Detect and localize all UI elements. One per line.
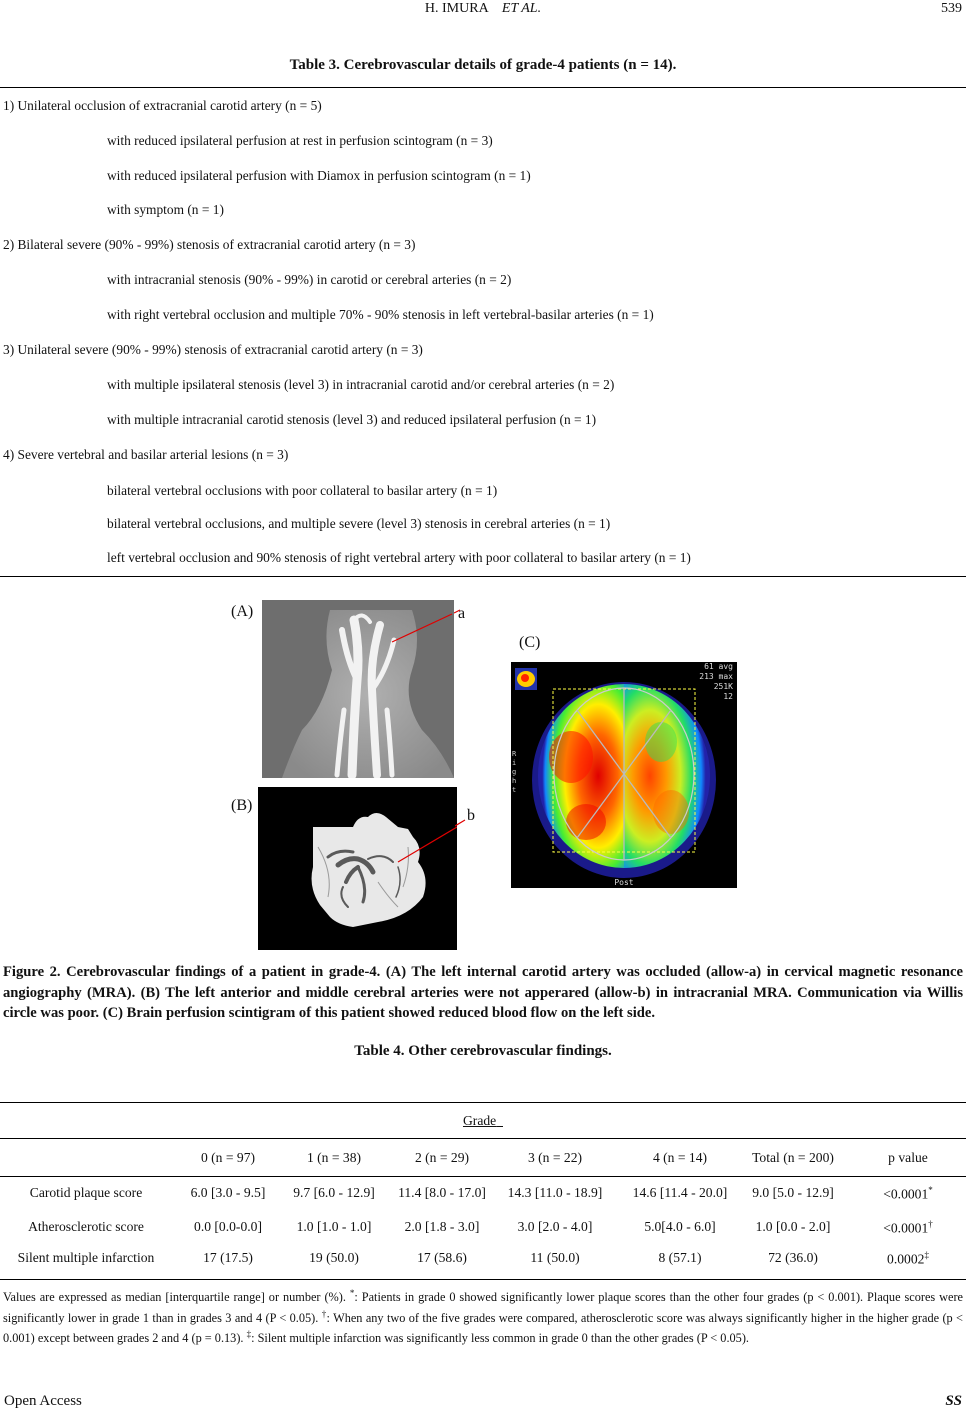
panel-b-label: (B): [231, 797, 253, 814]
table3-category: 3) Unilateral severe (90% - 99%) stenosis of extracranial carotid artery (n = 3): [3, 342, 423, 357]
footer-open-access: Open Access: [4, 1393, 82, 1409]
table3-category: 2) Bilateral severe (90% - 99%) stenosis of extracranial carotid artery (n = 3): [3, 237, 416, 252]
table4-top-rule: [0, 1102, 966, 1103]
readout-max: 213 max: [699, 672, 733, 681]
row-label: Silent multiple infarction: [17, 1250, 155, 1265]
table4-column-rule: [0, 1176, 966, 1177]
column-header: p value: [888, 1150, 928, 1165]
table3-top-rule: [0, 87, 966, 88]
table3-subitem: bilateral vertebral occlusions with poor collateral to basilar artery (n = 1): [107, 483, 498, 498]
table4-footnote: [3, 1285, 963, 1347]
running-head: [0, 1, 966, 17]
figure-2-caption: Figure 2. Cerebrovascular findings of a patient in grade-4. (A) The left internal carotid artery was occluded (allow-a) in cervical magnetic resonance angiography (MRA). (B) The left anterior and middle cerebral arteries were not apperared (allow-b) in intracranial MRA. Communication via Willis circle was poor. (C) Brain perfusion scintigram of this patient showed reduced blood flow on the left side.: [3, 964, 963, 1022]
footnote-mark-1: *: [349, 1288, 355, 1298]
scintigram-view-label: Post: [614, 878, 634, 887]
row-label: Atherosclerotic score: [28, 1219, 144, 1234]
grade-header: Grade: [462, 1113, 497, 1128]
column-header: 0 (n = 97): [200, 1150, 256, 1165]
readout-avg: 61 avg: [704, 662, 733, 671]
p-value: <0.0001: [883, 1186, 929, 1202]
table-cell: 9.7 [6.0 - 12.9]: [293, 1185, 375, 1200]
p-value-cell: [818, 1250, 966, 1268]
table-cell: 17 (58.6): [417, 1250, 467, 1265]
row-label: Carotid plaque score: [29, 1185, 143, 1200]
table-cell: 19 (50.0): [309, 1250, 359, 1265]
table-cell: 2.0 [1.8 - 3.0]: [404, 1219, 480, 1234]
table3-subitem: with multiple intracranial carotid stenosis (level 3) and reduced ipsilateral perfusion (n = 1): [107, 412, 597, 427]
table-cell: 5.0[4.0 - 6.0]: [644, 1219, 716, 1234]
footnote-mark-3: ‡: [246, 1329, 252, 1340]
table4-group-header: [0, 1113, 966, 1129]
table4-bottom-rule: [0, 1279, 966, 1280]
table3-bottom-rule: [0, 576, 966, 577]
readout-slice: 12: [723, 692, 733, 701]
table-cell: 6.0 [3.0 - 9.5]: [190, 1185, 266, 1200]
page-number: 539: [941, 1, 962, 16]
table3-title: Table 3. Cerebrovascular details of grade-4 patients (n = 14).: [289, 57, 677, 73]
running-head-etal: ET AL.: [501, 1, 542, 16]
table-cell: 0.0 [0.0-0.0]: [194, 1219, 262, 1234]
arrow-b-label: b: [467, 807, 475, 824]
footnote-values: Values are expressed as median [interquartile range] or number (%).: [3, 1290, 346, 1305]
p-value: 0.0002: [887, 1251, 925, 1267]
table-cell: 1.0 [1.0 - 1.0]: [296, 1219, 372, 1234]
p-value: <0.0001: [883, 1220, 929, 1236]
column-header: 4 (n = 14): [652, 1150, 708, 1165]
arrow-b-line-tail: [455, 812, 467, 830]
p-value-mark: ‡: [924, 1250, 929, 1260]
table-cell: 72 (36.0): [768, 1250, 818, 1265]
p-value-cell: [818, 1219, 966, 1237]
perfusion-scintigram-image: [511, 662, 737, 888]
p-value-mark: †: [928, 1219, 933, 1229]
footnote-athero: : When any two of the five grades were compared, atherosclerotic score was always significantly higher in the higher grade (p < 0.001) except between grades 2 and 4 (p = 0.13).: [3, 1310, 963, 1346]
table-cell: 8 (57.1): [658, 1250, 702, 1265]
arrow-a-line-tail: [454, 607, 464, 617]
table-cell: 9.0 [5.0 - 12.9]: [752, 1185, 834, 1200]
column-header: 2 (n = 29): [414, 1150, 470, 1165]
table3-subitem: with right vertebral occlusion and multiple 70% - 90% stenosis in left vertebral-basilar arteries (n = 1): [107, 307, 654, 322]
table3-category: 4) Severe vertebral and basilar arterial lesions (n = 3): [3, 447, 289, 462]
table-cell: 11.4 [8.0 - 17.0]: [398, 1185, 486, 1200]
table3-subitem: bilateral vertebral occlusions, and multiple severe (level 3) stenosis in cerebral arteries (n = 1): [107, 516, 611, 531]
table3-subitem: with reduced ipsilateral perfusion with Diamox in perfusion scintogram (n = 1): [107, 168, 531, 183]
table3-subitem: with symptom (n = 1): [107, 202, 224, 217]
table-cell: 14.3 [11.0 - 18.9]: [507, 1185, 603, 1200]
table-cell: 17 (17.5): [203, 1250, 253, 1265]
footnote-infarction: : Silent multiple infarction was significantly less common in grade 0 than the other grades (P < 0.05).: [251, 1331, 749, 1346]
intracranial-mra-image: [258, 787, 457, 950]
footnote-plaque: : Patients in grade 0 showed significantly lower plaque scores than the other four grades (p < 0.001). Plaque scores were significantly lower in grade 1 than in grades 3 and 4 (P < 0.05).: [3, 1290, 964, 1325]
table4-header-rule: [0, 1138, 966, 1139]
scintigram-readout: [699, 662, 733, 702]
column-header: Total (n = 200): [752, 1150, 834, 1165]
panel-a-label: (A): [231, 603, 254, 620]
cervical-mra-image: [262, 600, 454, 778]
arrow-a-label: a: [458, 605, 466, 622]
footer-journal: SS: [945, 1393, 962, 1409]
table3-subitem: with reduced ipsilateral perfusion at rest in perfusion scintogram (n = 3): [107, 133, 493, 148]
readout-counts: 251K: [713, 682, 733, 691]
table3-subitem: left vertebral occlusion and 90% stenosis of right vertebral artery with poor collateral to basilar artery (n = 1): [107, 550, 691, 565]
table-cell: 14.6 [11.4 - 20.0]: [632, 1185, 728, 1200]
table4-title: Table 4. Other cerebrovascular findings.: [354, 1043, 612, 1059]
column-header: 1 (n = 38): [306, 1150, 362, 1165]
table3-subitem: with multiple ipsilateral stenosis (level 3) in intracranial carotid and/or cerebral arteries (n = 2): [107, 377, 615, 392]
p-value-cell: [818, 1185, 966, 1203]
table-cell: 11 (50.0): [530, 1250, 580, 1265]
table-cell: 3.0 [2.0 - 4.0]: [517, 1219, 593, 1234]
footnote-mark-2: †: [321, 1308, 327, 1319]
table3-category: 1) Unilateral occlusion of extracranial carotid artery (n = 5): [3, 98, 322, 113]
p-value-mark: *: [928, 1185, 933, 1195]
scintigram-side-label: Right: [512, 750, 517, 794]
table-cell: 1.0 [0.0 - 2.0]: [755, 1219, 831, 1234]
panel-c-label: (C): [519, 634, 541, 651]
running-head-author: H. IMURA: [424, 1, 488, 16]
column-header: 3 (n = 22): [527, 1150, 583, 1165]
table3-subitem: with intracranial stenosis (90% - 99%) in carotid or cerebral arteries (n = 2): [107, 272, 512, 287]
